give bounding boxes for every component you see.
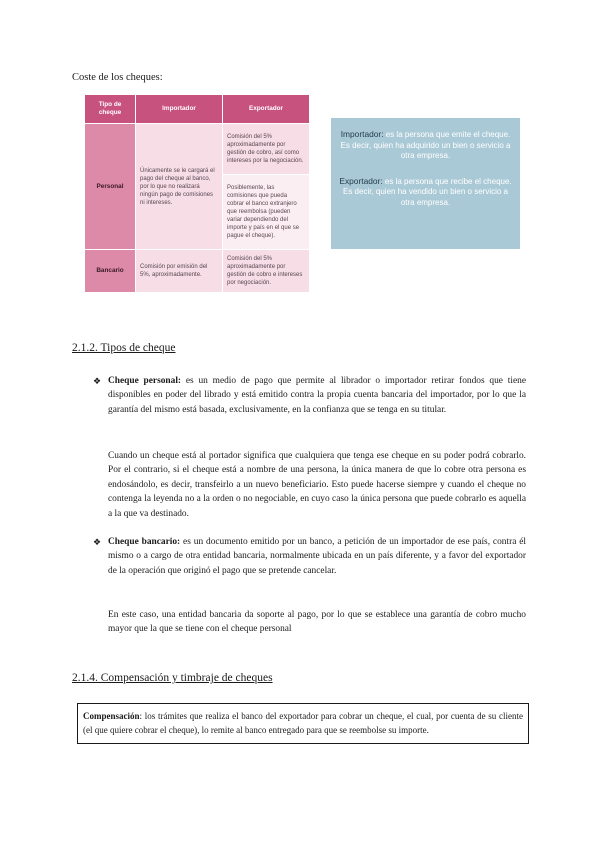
paragraph-portador: Cuando un cheque está al portador significa que cualquiera que tenga ese cheque en su poder podrá cobrarlo. Por el contrario, si el cheque está a nombre de una persona, la única manera de que lo cobre otra persona es endosándolo, es decir, transfeirlo a un nuevo beneficiario. Esto puede hacerse siempre y cuando el cheque no contenga la leyenda no a la orden o no negociable, en cuyo caso la única persona que puede cobrarlo es aquella a la que va destinado. (108, 451, 526, 519)
row-type: Personal (85, 124, 136, 250)
definition-term: Exportador: (339, 175, 383, 186)
cost-table (84, 94, 310, 293)
bullet-text: es un medio de pago que permite al librador o importador retirar fondos que tiene disponibles en poder del librado y está emitido contra la propia cuenta bancaria del importador, por lo que la garantía del mismo está basada, exclusivamente, en la confianza que se tenga en su titular. (108, 376, 526, 415)
definition-term: Importador: (340, 129, 384, 139)
bullet-diamond-icon: ❖ (93, 376, 102, 386)
bullet-text: es un documento emitido por un banco, a petición de un importador de ese país, contra él mismo o a cargo de otra entidad bancaria, normalmente ubicada en un país diferente, y a favor del exportador de la operación que originó el pago que se pretende cancelar. (108, 537, 527, 576)
bullet-term: Cheque personal: (108, 376, 182, 386)
importador-cell: Únicamente se le cargará el pago del cheque al banco, por lo que no realizará ningún pago de comisiones ni intereses. (136, 124, 223, 250)
exportador-cell: Comisión del 5% aproximadamente por gestión de cobro, así como intereses por la negociación. (223, 124, 310, 175)
definitions-box (331, 118, 520, 249)
paragraph-entidad-bancaria: En este caso, una entidad bancaria da soporte al pago, por lo que se establece una garantía de cobro mucho mayor que la que se tiene con el cheque personal (108, 610, 526, 635)
exportador-cell: Posiblemente, las comisiones que pueda cobrar el banco extranjero que reembolsa (pueden variar dependiendo del importe y país en el que se pague el cheque). (223, 175, 310, 250)
section-heading-tipos: 2.1.2. Tipos de cheque (72, 342, 176, 354)
section-heading-compensacion: 2.1.4. Compensación y timbraje de cheques (72, 672, 273, 684)
bullet-term: Cheque bancario: (108, 537, 181, 547)
table-header-row (85, 95, 310, 124)
bullet-diamond-icon: ❖ (93, 537, 102, 547)
definition-exportador (339, 176, 512, 209)
table-row (85, 124, 310, 175)
importador-cell: Comisión por emisión del 5%, aproximadamente. (136, 250, 223, 293)
row-type: Bancario (85, 250, 136, 293)
table-header: Tipo de cheque (85, 95, 136, 124)
table-header: Importador (136, 95, 223, 124)
cost-title: Coste de los cheques: (72, 72, 163, 83)
compensacion-box (77, 703, 529, 744)
bullet-cheque-personal (108, 374, 526, 417)
bullet-cheque-bancario (108, 535, 526, 578)
definition-importador (339, 129, 512, 162)
compensacion-text: : los trámites que realiza el banco del exportador para cobrar un cheque, el cual, por cuenta de su cliente (el que quiere cobrar el cheque), lo remite al banco entregado para que se reembolse su importe. (83, 711, 523, 736)
table-header: Exportador (223, 95, 310, 124)
definition-text: es la persona que recibe el cheque. Es decir, quien ha vendido un bien o servicio a otra empresa. (343, 176, 512, 207)
exportador-cell: Comisión del 5% aproximadamente por gestión de cobro e intereses por negociación. (223, 250, 310, 293)
compensacion-term: Compensación (83, 711, 140, 721)
table-row (85, 250, 310, 293)
definition-text: es la persona que emite el cheque. Es decir, quien ha adquirido un bien o servicio a otra empresa. (340, 130, 511, 160)
